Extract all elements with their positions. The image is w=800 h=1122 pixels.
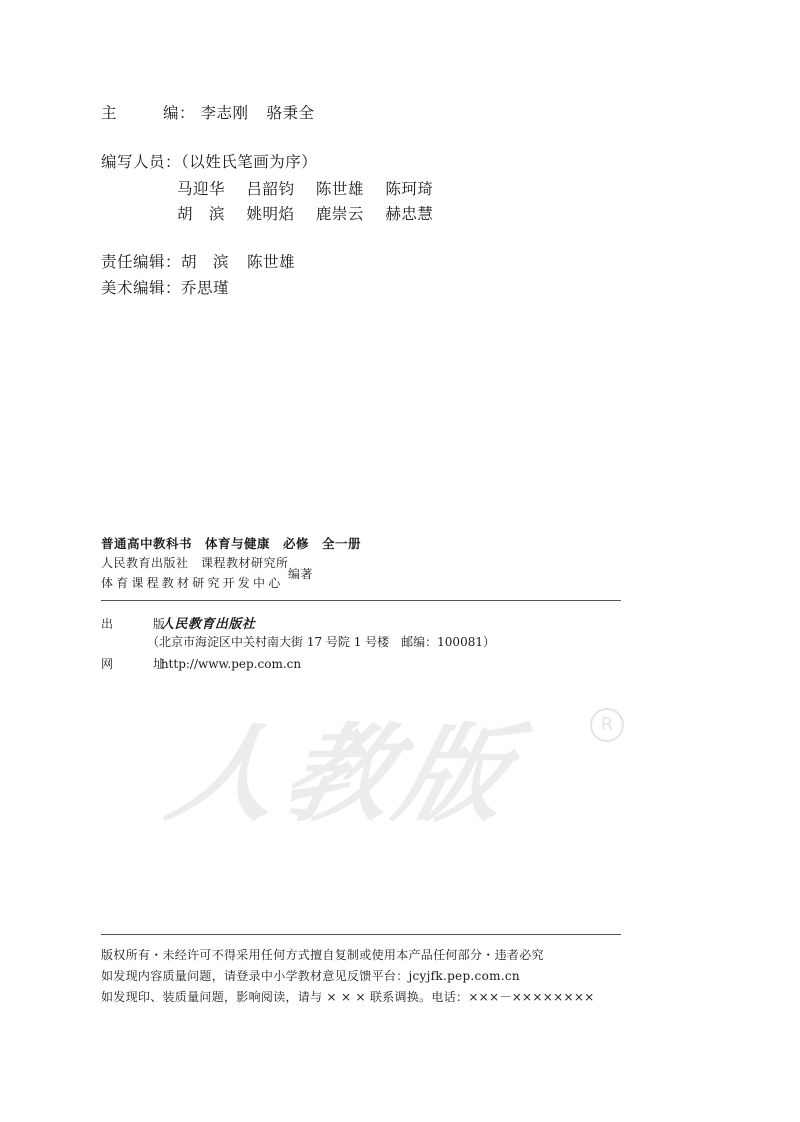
writer-name: 陈珂琦 xyxy=(385,180,434,198)
responsible-editor-name: 陈世雄 xyxy=(247,253,296,271)
print-quality-notice: 如发现印、装质量问题，影响阅读，请与 × × × 联系调换。电话：×××－×××××××× xyxy=(101,990,595,1004)
writer-name: 陈世雄 xyxy=(315,180,364,198)
website-line xyxy=(101,655,301,672)
publisher-address: （北京市海淀区中关村南大街 17 号院 1 号楼 邮编：100081） xyxy=(147,635,495,649)
writer-name: 赫忠慧 xyxy=(385,205,434,223)
writer-name: 马迎华 xyxy=(177,180,226,198)
chief-editor-label-a: 主 xyxy=(101,104,118,122)
writers-row-1 xyxy=(177,177,449,199)
website-url[interactable]: http://www.pep.com.cn xyxy=(160,657,302,671)
writers-label: 编写人员： xyxy=(101,153,182,171)
writer-name: 鹿崇云 xyxy=(315,205,364,223)
book-title: 普通高中教科书 体育与健康 必修 全一册 xyxy=(101,536,362,551)
responsible-editor-name: 胡 滨 xyxy=(181,253,230,271)
chief-editor-label-b: 编： xyxy=(163,104,196,122)
responsible-editor-label: 责任编辑： xyxy=(101,253,182,271)
art-editor-line xyxy=(101,276,247,298)
author-org-2: 体育课程教材研究开发中心 xyxy=(101,576,284,590)
divider-bottom xyxy=(101,934,621,935)
chief-editor-line xyxy=(101,101,333,123)
art-editor-label: 美术编辑： xyxy=(101,279,182,297)
registered-mark-icon: R xyxy=(590,708,624,742)
divider-top xyxy=(101,600,621,601)
website-label: 网 址 xyxy=(101,657,180,671)
chief-editor-name: 李志刚 xyxy=(200,104,249,122)
writers-note: （以姓氏笔画为序） xyxy=(181,153,318,171)
responsible-editor-line xyxy=(101,250,313,272)
writers-row-2 xyxy=(177,202,449,224)
author-org-1: 人民教育出版社 课程教材研究所 xyxy=(101,556,289,570)
writers-line xyxy=(101,150,317,172)
publisher-line xyxy=(101,613,255,632)
publisher-logo: 人民教育出版社 xyxy=(160,617,256,632)
writer-name: 胡 滨 xyxy=(177,205,226,223)
feedback-notice: 如发现内容质量问题，请登录中小学教材意见反馈平台：jcyjfk.pep.com.cn xyxy=(101,969,520,983)
publisher-watermark: 人教版 xyxy=(157,711,531,836)
publisher-label: 出 版 xyxy=(101,617,180,631)
writer-name: 吕韶钧 xyxy=(246,180,295,198)
art-editor-name: 乔思瑾 xyxy=(181,279,230,297)
writer-name: 姚明焰 xyxy=(246,205,295,223)
chief-editor-name: 骆秉全 xyxy=(266,104,315,122)
copyright-notice: 版权所有・未经许可不得采用任何方式擅自复制或使用本产品任何部分・违者必究 xyxy=(101,948,544,962)
author-role: 编著 xyxy=(288,567,314,581)
